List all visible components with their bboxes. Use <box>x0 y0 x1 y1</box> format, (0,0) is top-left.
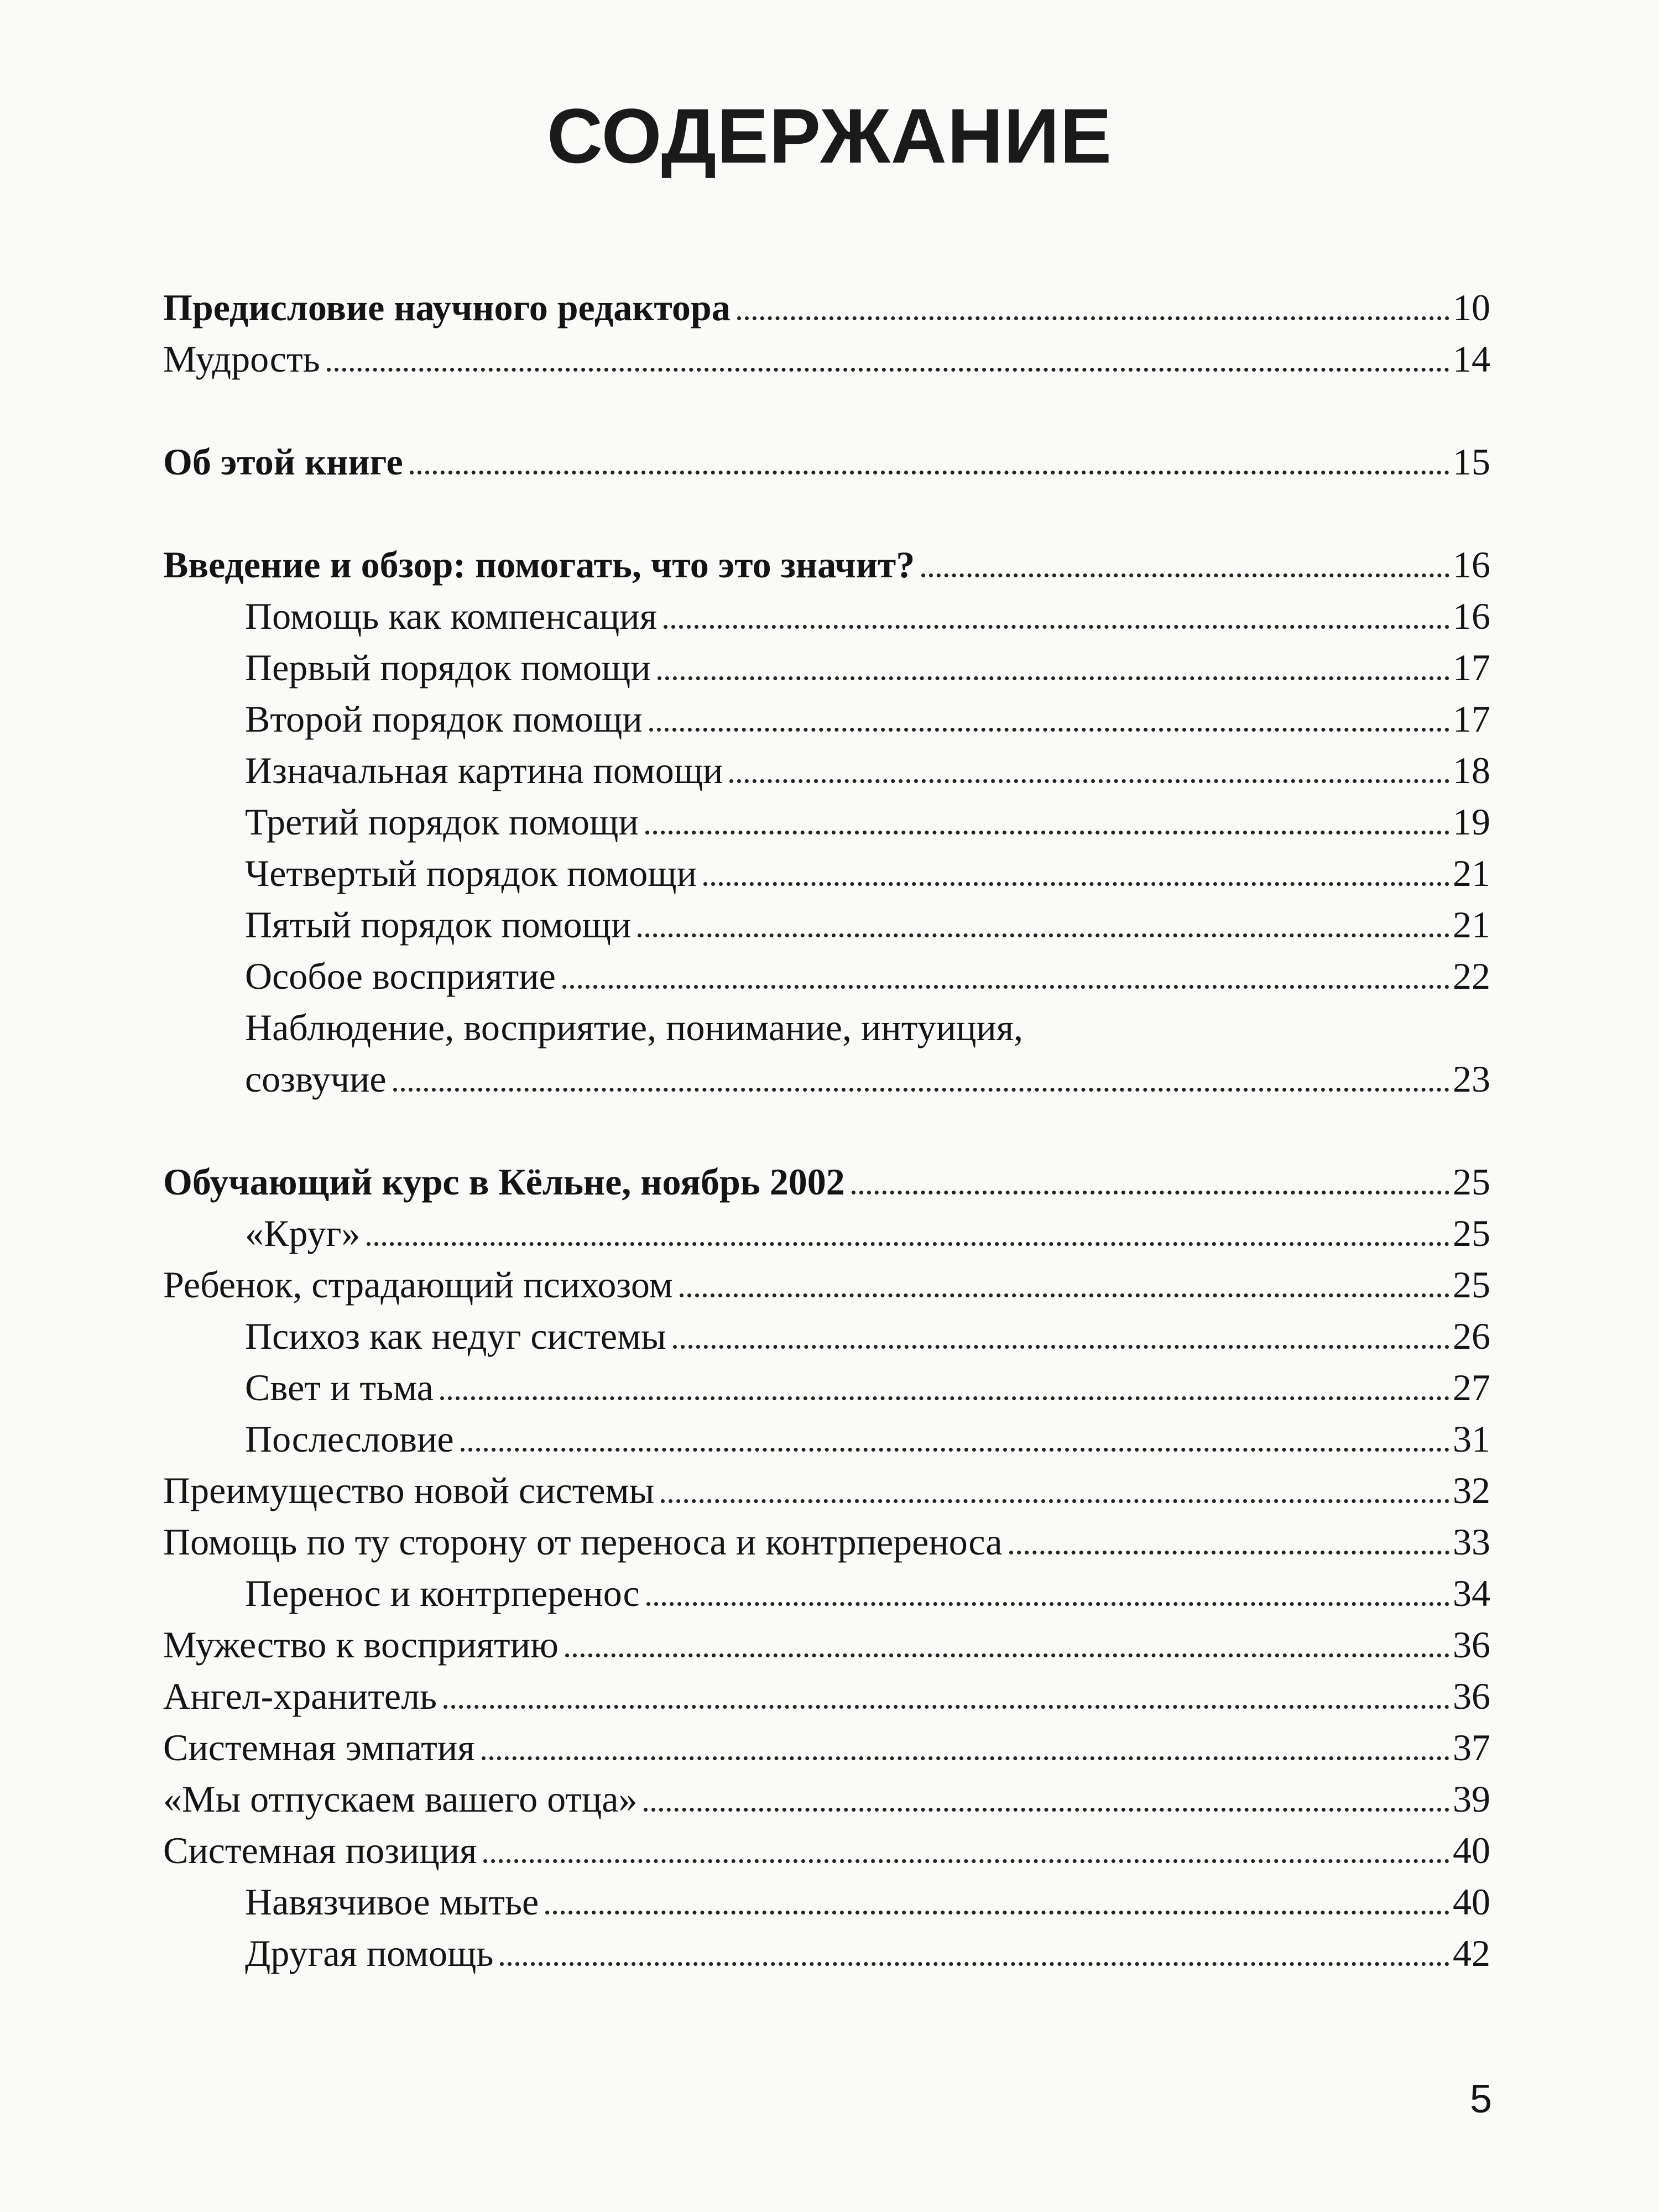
toc-page-number: 16 <box>1453 544 1490 586</box>
toc-entry <box>163 1208 1490 1259</box>
toc-page-number: 19 <box>1453 801 1490 843</box>
dot-leader <box>661 1499 1449 1503</box>
toc-page-number: 21 <box>1453 852 1490 894</box>
toc-page-number: 33 <box>1453 1521 1490 1563</box>
toc-entry-label: «Мы отпускаем вашего отца» <box>163 1778 638 1820</box>
dot-leader <box>545 1911 1449 1914</box>
toc-entry <box>163 899 1490 951</box>
toc-page-number: 25 <box>1453 1264 1490 1306</box>
toc-entry-label: Ангел-хранитель <box>163 1675 437 1717</box>
toc-entry-label: Мужество к восприятию <box>163 1624 559 1666</box>
toc-page-number: 37 <box>1453 1726 1490 1768</box>
dot-leader <box>658 676 1449 680</box>
toc-entry-label: Послесловие <box>245 1418 454 1460</box>
toc-page-number: 16 <box>1453 595 1490 637</box>
toc-page-number: 14 <box>1453 338 1490 380</box>
toc-entry <box>163 1311 1490 1362</box>
toc-entry-label: Особое восприятие <box>245 955 556 997</box>
dot-leader <box>367 1242 1449 1246</box>
page-title: СОДЕРЖАНИЕ <box>546 92 1113 179</box>
toc-page-number: 40 <box>1453 1881 1490 1923</box>
dot-leader <box>482 1756 1449 1760</box>
toc-entry-label: Свет и тьма <box>245 1366 434 1408</box>
toc-entry <box>163 1465 1490 1516</box>
toc-page-number: 17 <box>1453 646 1490 688</box>
toc-entry-label: Об этой книге <box>163 441 403 483</box>
toc-entry-label: Второй порядок помощи <box>245 698 643 740</box>
toc-entry <box>163 1259 1490 1311</box>
toc-entry <box>163 1002 1490 1105</box>
toc-entry-label: Системная позиция <box>163 1829 477 1871</box>
dot-leader <box>737 316 1449 320</box>
toc-entry-label: Четвертый порядок помощи <box>245 852 697 894</box>
toc-entry <box>163 539 1490 591</box>
dot-leader <box>638 933 1449 937</box>
toc-entry <box>163 1928 1490 1979</box>
dot-leader <box>644 1808 1449 1812</box>
table-of-contents <box>163 282 1490 1979</box>
dot-leader <box>327 368 1449 372</box>
toc-page-number: 25 <box>1453 1212 1490 1254</box>
toc-entry-label: Предисловие научного редактора <box>163 286 731 328</box>
toc-page-number: 23 <box>1453 1058 1490 1100</box>
page-number: 5 <box>1469 2077 1492 2121</box>
toc-page-number: 10 <box>1453 286 1490 328</box>
toc-entry <box>163 1671 1490 1722</box>
toc-entry-label: Пятый порядок помощи <box>245 904 632 946</box>
dot-leader <box>562 985 1449 989</box>
dot-leader <box>1009 1551 1449 1554</box>
toc-entry <box>163 282 1490 333</box>
dot-leader <box>483 1859 1449 1863</box>
toc-entry <box>163 591 1490 642</box>
toc-entry <box>163 1362 1490 1413</box>
toc-entry <box>163 1722 1490 1773</box>
toc-entry-label: «Круг» <box>245 1212 361 1254</box>
toc-entry <box>163 333 1490 385</box>
toc-page-number: 40 <box>1453 1829 1490 1871</box>
toc-page-number: 36 <box>1453 1624 1490 1666</box>
toc-page-number: 27 <box>1453 1366 1490 1408</box>
toc-page-number: 26 <box>1453 1315 1490 1357</box>
toc-entry <box>163 1568 1490 1619</box>
dot-leader <box>500 1962 1449 1966</box>
dot-leader <box>440 1396 1449 1400</box>
toc-entry <box>163 436 1490 488</box>
toc-entry <box>163 693 1490 745</box>
toc-page-number: 21 <box>1453 904 1490 946</box>
dot-leader <box>921 573 1449 577</box>
dot-leader <box>646 1602 1449 1606</box>
toc-page-number: 36 <box>1453 1675 1490 1717</box>
toc-page-number: 25 <box>1453 1161 1490 1203</box>
toc-entry <box>163 1876 1490 1928</box>
toc-page-number: 34 <box>1453 1572 1490 1614</box>
toc-entry-label: Изначальная картина помощи <box>245 749 723 791</box>
toc-page-number: 18 <box>1453 749 1490 791</box>
toc-page-number: 32 <box>1453 1469 1490 1511</box>
dot-leader <box>673 1345 1449 1349</box>
toc-entry <box>163 951 1490 1002</box>
toc-entry-label: Преимущество новой системы <box>163 1469 655 1511</box>
toc-entry <box>163 796 1490 848</box>
dot-leader <box>393 1088 1449 1092</box>
toc-page-number: 31 <box>1453 1418 1490 1460</box>
dot-leader <box>664 625 1449 629</box>
toc-entry <box>163 642 1490 693</box>
toc-page-number: 17 <box>1453 698 1490 740</box>
dot-leader <box>645 831 1449 834</box>
toc-entry-label: Наблюдение, восприятие, понимание, интуиция, <box>245 1006 1024 1048</box>
toc-entry <box>163 745 1490 796</box>
dot-leader <box>680 1293 1449 1297</box>
toc-entry-label: Обучающий курс в Кёльне, ноябрь 2002 <box>163 1161 845 1203</box>
toc-entry-label: Другая помощь <box>245 1932 494 1974</box>
toc-entry <box>163 1825 1490 1876</box>
toc-entry-label: Психоз как недуг системы <box>245 1315 666 1357</box>
dot-leader <box>410 471 1449 474</box>
toc-entry-label: Помощь как компенсация <box>245 595 657 637</box>
toc-entry-label: Навязчивое мытье <box>245 1881 539 1923</box>
toc-entry <box>163 1413 1490 1465</box>
dot-leader <box>852 1191 1449 1194</box>
toc-page-number: 39 <box>1453 1778 1490 1820</box>
toc-entry <box>163 1516 1490 1568</box>
toc-page-number: 42 <box>1453 1932 1490 1974</box>
dot-leader <box>444 1705 1449 1709</box>
toc-entry-label: Первый порядок помощи <box>245 646 651 688</box>
toc-entry <box>163 1773 1490 1825</box>
toc-entry <box>163 1156 1490 1208</box>
toc-entry <box>163 848 1490 899</box>
dot-leader <box>461 1448 1449 1452</box>
toc-entry <box>163 1619 1490 1671</box>
toc-entry-label: Помощь по ту сторону от переноса и контрпереноса <box>163 1521 1003 1563</box>
dot-leader <box>703 882 1449 886</box>
dot-leader <box>565 1653 1449 1657</box>
toc-page-number: 15 <box>1453 441 1490 483</box>
toc-entry-label: Мудрость <box>163 338 320 380</box>
toc-entry-label-continued: созвучие <box>245 1058 387 1100</box>
toc-entry-label: Ребенок, страдающий психозом <box>163 1264 673 1306</box>
toc-entry-label: Перенос и контрперенос <box>245 1572 640 1614</box>
toc-entry-label: Системная эмпатия <box>163 1726 475 1768</box>
toc-entry-label: Третий порядок помощи <box>245 801 639 843</box>
toc-entry-label: Введение и обзор: помогать, что это значит? <box>163 544 915 586</box>
dot-leader <box>729 779 1449 783</box>
dot-leader <box>649 728 1449 732</box>
toc-page-number: 22 <box>1453 955 1490 997</box>
